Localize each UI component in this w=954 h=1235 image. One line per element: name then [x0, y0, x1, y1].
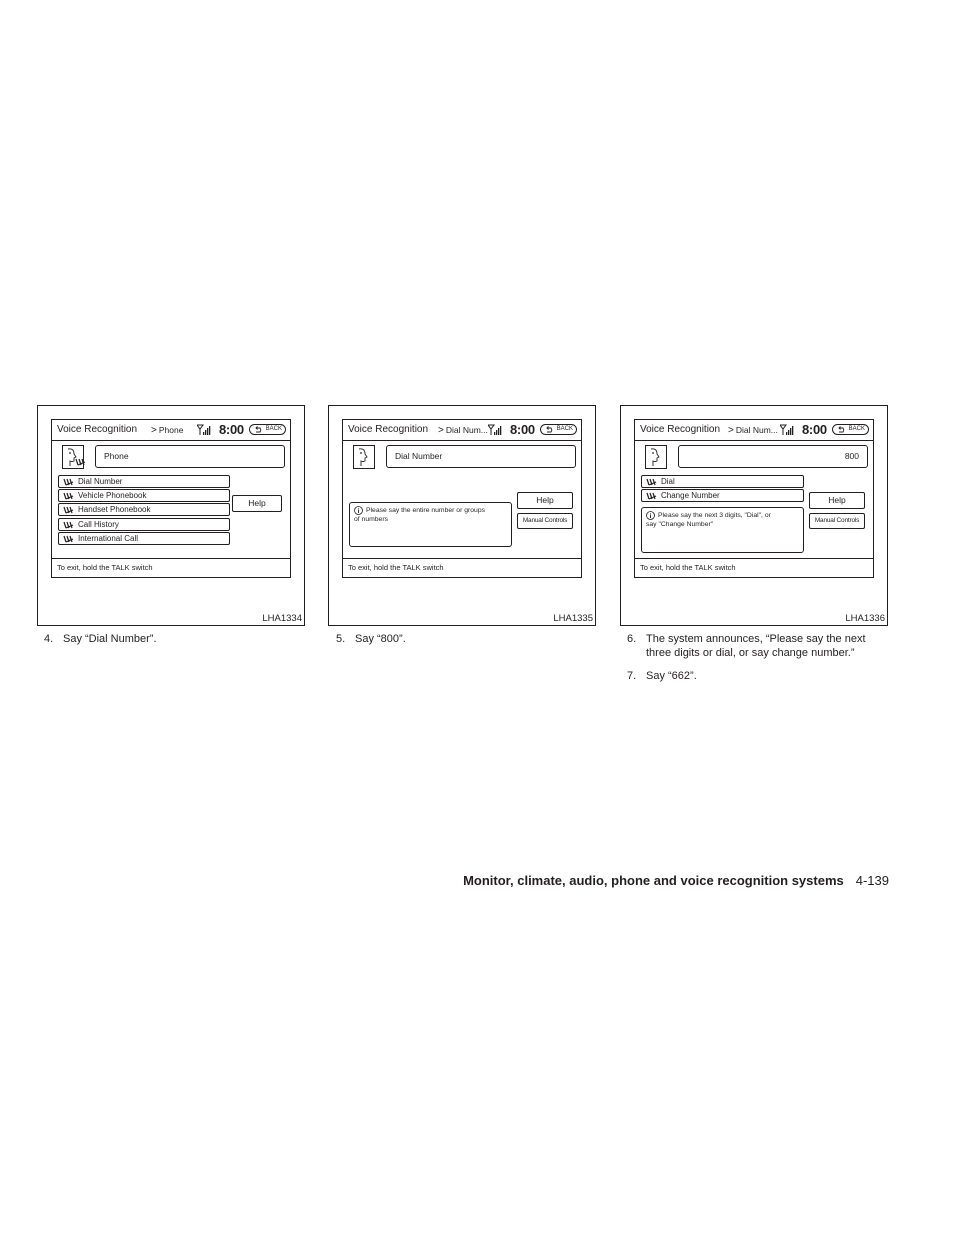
- menu-item-label: Handset Phonebook: [78, 505, 151, 514]
- prompt-line: Please say the entire number or groups: [366, 507, 486, 514]
- voice-command-icon: [63, 478, 74, 486]
- step-number: 4.: [44, 633, 54, 645]
- manual-controls-button[interactable]: Manual Controls: [517, 513, 573, 529]
- step-number: 5.: [336, 633, 346, 645]
- back-label: BACK: [265, 426, 282, 432]
- speak-waves-icon: [75, 458, 86, 466]
- step-number: 7.: [627, 670, 637, 682]
- figure-lha1336: [620, 405, 888, 626]
- figure-lha1334: [37, 405, 305, 626]
- status-bar: [635, 420, 873, 441]
- voice-input-field: 800: [678, 445, 868, 468]
- prompt-line: say "Change Number": [646, 521, 714, 528]
- section-title: Monitor, climate, audio, phone and voice recognition systems: [463, 873, 844, 888]
- menu-item-vehicle-phonebook[interactable]: [58, 489, 230, 502]
- voice-command-icon: [63, 492, 74, 500]
- menu-item-label: Vehicle Phonebook: [78, 491, 147, 500]
- back-label: BACK: [848, 426, 865, 432]
- figure-lha1335: [328, 405, 596, 626]
- voice-command-icon: [646, 478, 657, 486]
- clock: 8:00: [802, 422, 827, 437]
- step-number: 6.: [627, 633, 637, 645]
- menu-item-call-history[interactable]: [58, 518, 230, 531]
- screen: [634, 419, 874, 578]
- prompt-message: [349, 502, 512, 547]
- back-arrow-icon: [254, 426, 262, 434]
- menu-item-dial-number[interactable]: [58, 475, 230, 488]
- menu-item-label: Call History: [78, 520, 119, 529]
- voice-input-field: Phone: [95, 445, 285, 468]
- figure-id: LHA1334: [262, 613, 302, 624]
- menu-item-label: International Call: [78, 534, 139, 543]
- clock: 8:00: [510, 422, 535, 437]
- signal-icon: [197, 424, 211, 436]
- screen-footer: To exit, hold the TALK switch: [343, 558, 581, 577]
- screen-footer: To exit, hold the TALK switch: [52, 558, 290, 577]
- menu-item-label: Dial Number: [78, 477, 123, 486]
- figure-id: LHA1335: [553, 613, 593, 624]
- figure-id: LHA1336: [845, 613, 885, 624]
- step-text: three digits or dial, or say change number.”: [646, 647, 855, 659]
- step-text: Say “800”.: [355, 633, 406, 645]
- menu-item-change-number[interactable]: [641, 489, 804, 502]
- screen-footer: To exit, hold the TALK switch: [635, 558, 873, 577]
- voice-input-field: Dial Number: [386, 445, 576, 468]
- prompt-line: of numbers: [354, 516, 389, 523]
- breadcrumb-label: Phone: [158, 425, 184, 435]
- screen: [51, 419, 291, 578]
- back-button[interactable]: [540, 424, 577, 435]
- clock: 8:00: [219, 422, 244, 437]
- prompt-message: [641, 507, 804, 553]
- menu-item-handset-phonebook[interactable]: [58, 503, 230, 516]
- voice-face-icon: [353, 445, 375, 469]
- voice-command-icon: [63, 521, 74, 529]
- voice-command-icon: [63, 535, 74, 543]
- breadcrumb: > Dial Num...: [728, 425, 778, 436]
- status-bar: [52, 420, 290, 441]
- menu-item-dial[interactable]: [641, 475, 804, 488]
- menu-item-label: Change Number: [661, 491, 720, 500]
- menu-item-label: Dial: [661, 477, 675, 486]
- help-button[interactable]: Help: [232, 495, 282, 512]
- voice-face-icon: [645, 445, 667, 469]
- screen: [342, 419, 582, 578]
- back-button[interactable]: [249, 424, 286, 435]
- step-text: The system announces, “Please say the next: [646, 633, 866, 645]
- back-arrow-icon: [837, 426, 845, 434]
- screen-title: Voice Recognition: [348, 424, 429, 435]
- breadcrumb-label: Dial Num...: [735, 425, 778, 435]
- manual-controls-button[interactable]: Manual Controls: [809, 513, 865, 529]
- step-text: Say “Dial Number”.: [63, 633, 157, 645]
- back-button[interactable]: [832, 424, 869, 435]
- help-button[interactable]: Help: [809, 492, 865, 509]
- breadcrumb: > Phone: [151, 425, 184, 436]
- breadcrumb-label: Dial Num...: [445, 425, 488, 435]
- menu-item-international-call[interactable]: [58, 532, 230, 545]
- help-button[interactable]: Help: [517, 492, 573, 509]
- info-icon: [646, 511, 655, 520]
- back-label: BACK: [556, 426, 573, 432]
- screen-title: Voice Recognition: [640, 424, 721, 435]
- breadcrumb: > Dial Num...: [438, 425, 488, 436]
- page-number: 4-139: [855, 873, 889, 888]
- step-text: Say “662”.: [646, 670, 697, 682]
- back-arrow-icon: [545, 426, 553, 434]
- status-bar: [343, 420, 581, 441]
- signal-icon: [488, 424, 502, 436]
- page-footer: [463, 873, 889, 888]
- info-icon: [354, 506, 363, 515]
- screen-title: Voice Recognition: [57, 424, 138, 435]
- voice-command-icon: [646, 492, 657, 500]
- signal-icon: [780, 424, 794, 436]
- voice-command-icon: [63, 506, 74, 514]
- prompt-line: Please say the next 3 digits, "Dial", or: [658, 512, 771, 519]
